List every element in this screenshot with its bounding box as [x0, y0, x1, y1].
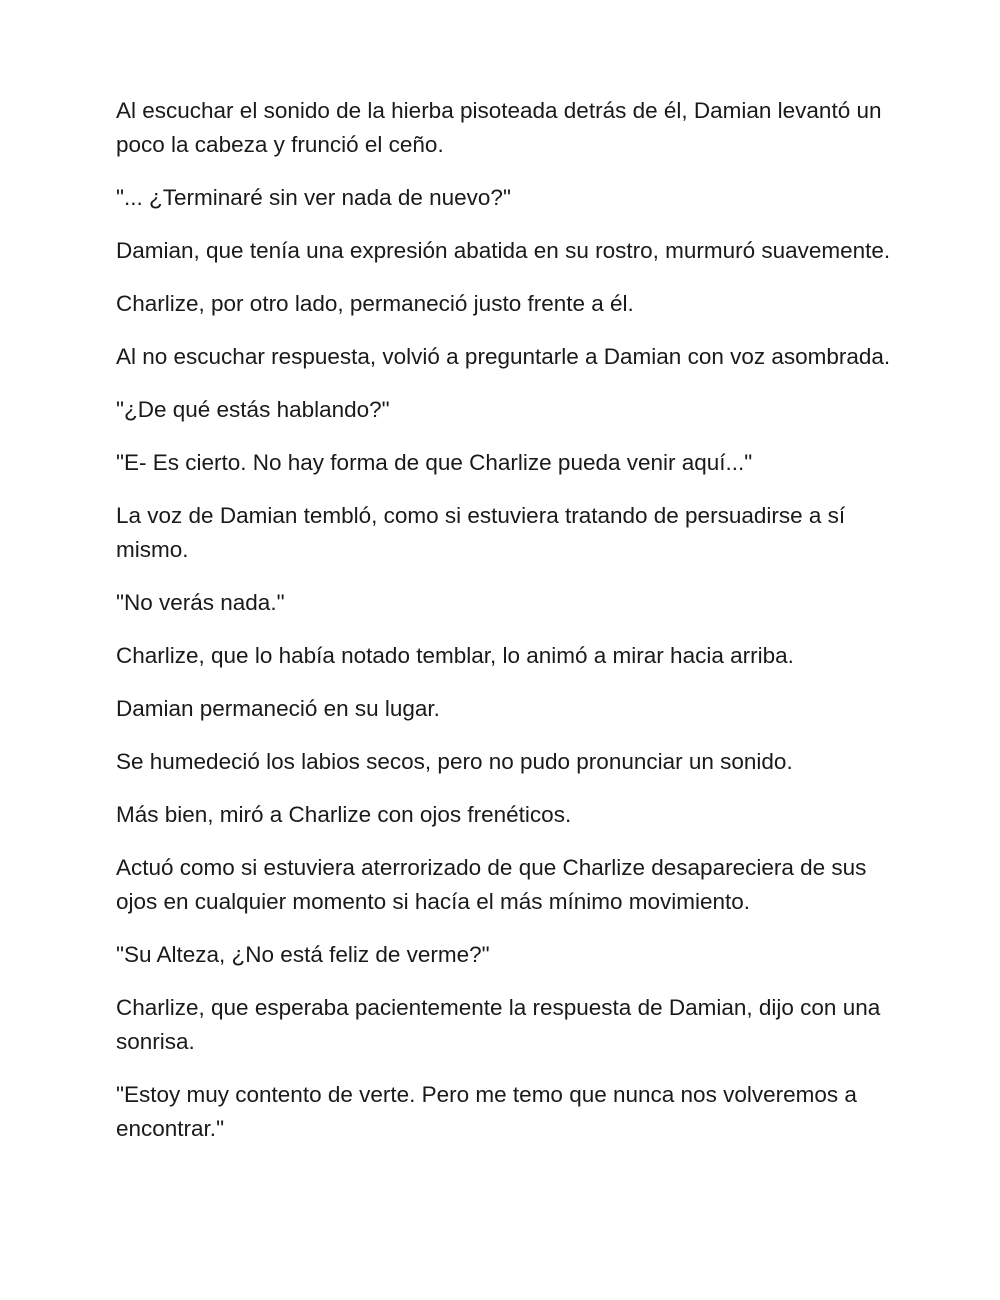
- paragraph: Charlize, que lo había notado temblar, lo animó a mirar hacia arriba.: [116, 643, 794, 668]
- paragraph: Al escuchar el sonido de la hierba pisoteada detrás de él, Damian levantó un poco la cabeza y frunció el ceño.: [116, 98, 882, 157]
- paragraph: Al no escuchar respuesta, volvió a preguntarle a Damian con voz asombrada.: [116, 344, 891, 369]
- paragraph: Damian permaneció en su lugar.: [116, 696, 440, 721]
- paragraph: "No verás nada.": [116, 590, 285, 615]
- paragraph: Charlize, que esperaba pacientemente la respuesta de Damian, dijo con una sonrisa.: [116, 995, 881, 1054]
- document-page: [116, 94, 896, 1165]
- paragraph: "Su Alteza, ¿No está feliz de verme?": [116, 942, 490, 967]
- paragraph: Se humedeció los labios secos, pero no pudo pronunciar un sonido.: [116, 749, 793, 774]
- paragraph: Charlize, por otro lado, permaneció justo frente a él.: [116, 291, 634, 316]
- paragraph: Actuó como si estuviera aterrorizado de que Charlize desapareciera de sus ojos en cualquier momento si hacía el más mínimo movimiento.: [116, 855, 867, 914]
- paragraph: Más bien, miró a Charlize con ojos frenéticos.: [116, 802, 572, 827]
- paragraph: "¿De qué estás hablando?": [116, 397, 390, 422]
- paragraph: Damian, que tenía una expresión abatida en su rostro, murmuró suavemente.: [116, 238, 891, 263]
- paragraph: "Estoy muy contento de verte. Pero me temo que nunca nos volveremos a encontrar.": [116, 1082, 857, 1141]
- paragraph: La voz de Damian tembló, como si estuviera tratando de persuadirse a sí mismo.: [116, 503, 846, 562]
- paragraph: "E- Es cierto. No hay forma de que Charlize pueda venir aquí...": [116, 450, 753, 475]
- paragraph: "... ¿Terminaré sin ver nada de nuevo?": [116, 185, 511, 210]
